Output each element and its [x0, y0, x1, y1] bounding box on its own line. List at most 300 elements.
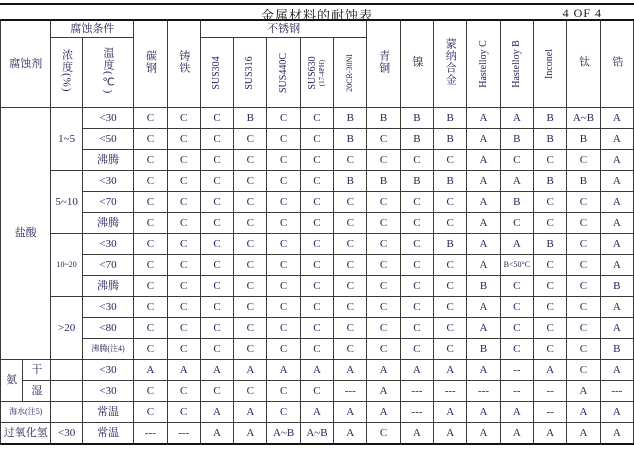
temperature-cell: <30 [82, 108, 133, 129]
rating-cell: C [367, 234, 400, 255]
hastelloy-b-label: Hastelloy B [510, 40, 522, 88]
table-row [1, 381, 634, 402]
table-row [1, 171, 634, 192]
rating-cell: C [334, 276, 367, 297]
rating-cell: B [467, 339, 500, 360]
rating-cell: C [167, 171, 200, 192]
rating-cell: C [167, 129, 200, 150]
header-carbon-steel [134, 20, 167, 108]
table-row [1, 213, 634, 234]
rating-cell: A [600, 234, 633, 255]
rating-cell: C [200, 297, 233, 318]
rating-cell: C [500, 276, 533, 297]
rating-cell: C [134, 108, 167, 129]
rating-cell: B [400, 129, 433, 150]
carbon-steel-label: 碳钢 [144, 50, 157, 75]
rating-cell: C [134, 276, 167, 297]
rating-cell: C [167, 339, 200, 360]
rating-cell: B [467, 276, 500, 297]
table-row [1, 129, 634, 150]
table-row [1, 402, 634, 423]
temperature-cell: <70 [82, 255, 133, 276]
rating-cell: C [500, 213, 533, 234]
rating-cell: C [500, 297, 533, 318]
header-sus440c [267, 38, 300, 108]
rating-cell: A [467, 360, 500, 381]
rating-cell: C [567, 213, 600, 234]
rating-cell: C [534, 213, 567, 234]
rating-cell: B [434, 129, 467, 150]
rating-cell: C [367, 276, 400, 297]
temperature-cell: <70 [82, 192, 133, 213]
rating-cell: A [467, 402, 500, 423]
temperature-label: 温度(℃) [102, 47, 115, 95]
rating-cell: C [434, 297, 467, 318]
concentration-cell: >20 [51, 297, 82, 360]
header-sus304 [200, 38, 233, 108]
header-corrosive-agent: 腐蚀剂 [1, 20, 51, 108]
rating-cell: C [500, 318, 533, 339]
rating-cell: B [367, 171, 400, 192]
rating-cell: A [467, 213, 500, 234]
rating-cell: C [234, 192, 267, 213]
rating-cell: A [534, 423, 567, 445]
rating-cell: C [200, 108, 233, 129]
rating-cell: C [234, 213, 267, 234]
rating-cell: C [267, 381, 300, 402]
rating-cell: C [334, 297, 367, 318]
rating-cell: C [267, 192, 300, 213]
rating-cell: A [567, 423, 600, 445]
rating-cell: A [234, 402, 267, 423]
rating-cell: A~B [300, 423, 333, 445]
page-number: 4 OF 4 [562, 6, 602, 20]
temperature-cell: 沸腾 [82, 276, 133, 297]
rating-cell: C [400, 255, 433, 276]
rating-cell: B [567, 129, 600, 150]
rating-cell: C [400, 234, 433, 255]
rating-cell: C [234, 234, 267, 255]
header-sus316 [234, 38, 267, 108]
table-row [1, 255, 634, 276]
table-row [1, 423, 634, 445]
rating-cell: C [300, 108, 333, 129]
rating-cell: C [134, 381, 167, 402]
header-sus630 [300, 38, 333, 108]
rating-cell: C [134, 318, 167, 339]
rating-cell: A [400, 360, 433, 381]
rating-cell: C [200, 129, 233, 150]
rating-cell: A [334, 360, 367, 381]
temperature-cell: <30 [82, 234, 133, 255]
rating-cell: C [400, 276, 433, 297]
table-row [1, 339, 634, 360]
rating-cell: C [167, 402, 200, 423]
rating-cell: C [134, 171, 167, 192]
rating-cell: C [534, 318, 567, 339]
rating-cell: C [167, 234, 200, 255]
rating-cell: -- [534, 402, 567, 423]
rating-cell: C [567, 276, 600, 297]
rating-cell: C [234, 276, 267, 297]
rating-cell: C [134, 234, 167, 255]
rating-cell: A [500, 402, 533, 423]
header-hastelloy-b [500, 20, 533, 108]
rating-cell: C [200, 318, 233, 339]
concentration-label: 浓度(%) [60, 49, 73, 93]
header-corrosion-condition: 腐蚀条件 [51, 20, 134, 38]
rating-cell: C [267, 255, 300, 276]
rating-cell: C [334, 192, 367, 213]
rating-cell: C [400, 150, 433, 171]
rating-cell: C [434, 276, 467, 297]
rating-cell: C [134, 402, 167, 423]
header-cast-iron [167, 20, 200, 108]
rating-cell: C [134, 339, 167, 360]
rating-cell: C [267, 402, 300, 423]
rating-cell: A [200, 423, 233, 445]
rating-cell: A [600, 213, 633, 234]
header-titanium [567, 20, 600, 108]
rating-cell: A [200, 360, 233, 381]
header-stainless-group: 不锈钢 [200, 20, 367, 38]
rating-cell: A [500, 234, 533, 255]
rating-cell: C [267, 171, 300, 192]
temperature-cell: 常温 [82, 423, 133, 445]
rating-cell: C [167, 108, 200, 129]
rating-cell: C [300, 276, 333, 297]
rating-cell: A [467, 129, 500, 150]
rating-cell: C [200, 150, 233, 171]
rating-cell: C [167, 318, 200, 339]
rating-cell: A [567, 381, 600, 402]
rating-cell: A [600, 297, 633, 318]
rating-cell: A [300, 402, 333, 423]
agent-cell: 氨 [1, 360, 23, 402]
agent-cell: 盐酸 [1, 108, 51, 360]
rating-cell: B [400, 108, 433, 129]
rating-cell: C [134, 255, 167, 276]
rating-cell: B [534, 129, 567, 150]
rating-cell: B [500, 129, 533, 150]
rating-cell: C [267, 129, 300, 150]
rating-cell: C [167, 213, 200, 234]
rating-cell: A [534, 360, 567, 381]
corrosion-table [0, 19, 634, 445]
rating-cell: A [567, 402, 600, 423]
titanium-label: 钛 [577, 56, 590, 69]
table-body [1, 108, 634, 445]
rating-cell: C [234, 339, 267, 360]
rating-cell: C [334, 150, 367, 171]
rating-cell: A [434, 360, 467, 381]
rating-cell: C [567, 339, 600, 360]
rating-cell: C [267, 297, 300, 318]
rating-cell: C [534, 150, 567, 171]
rating-cell: C [300, 318, 333, 339]
rating-cell: C [300, 297, 333, 318]
rating-cell: B [500, 192, 533, 213]
temperature-cell: 沸腾 [82, 150, 133, 171]
rating-cell: C [367, 297, 400, 318]
rating-cell: --- [434, 381, 467, 402]
rating-cell: C [167, 276, 200, 297]
rating-cell: C [334, 213, 367, 234]
rating-cell: C [267, 276, 300, 297]
rating-cell: C [167, 297, 200, 318]
rating-cell: C [367, 339, 400, 360]
rating-cell: A [434, 402, 467, 423]
concentration-cell [51, 381, 82, 402]
rating-cell: A [167, 360, 200, 381]
rating-cell: C [267, 108, 300, 129]
agent-cell: 海水(注5) [1, 402, 51, 423]
rating-cell: C [300, 213, 333, 234]
title-bar [0, 5, 634, 23]
rating-cell: C [334, 255, 367, 276]
rating-cell: C [400, 318, 433, 339]
rating-cell: A [334, 423, 367, 445]
table-row [1, 360, 634, 381]
rating-cell: --- [400, 381, 433, 402]
concentration-cell: 1~5 [51, 108, 82, 171]
rating-cell: C [234, 129, 267, 150]
rating-cell: C [434, 192, 467, 213]
rating-cell: C [400, 192, 433, 213]
rating-cell: C [200, 339, 233, 360]
table-row [1, 192, 634, 213]
rating-cell: B [334, 171, 367, 192]
rating-cell: C [567, 360, 600, 381]
rating-cell: -- [534, 381, 567, 402]
rating-cell: C [267, 318, 300, 339]
rating-cell: C [167, 255, 200, 276]
table-row [1, 234, 634, 255]
rating-cell: A [367, 402, 400, 423]
sus440c-label: SUS440C [277, 52, 289, 93]
rating-cell: B [534, 171, 567, 192]
rating-cell: C [367, 192, 400, 213]
rating-cell: C [300, 171, 333, 192]
rating-cell: C [334, 318, 367, 339]
rating-cell: C [200, 171, 233, 192]
rating-cell: C [267, 150, 300, 171]
rating-cell: A [467, 423, 500, 445]
rating-cell: C [334, 234, 367, 255]
sub-condition-cell: 湿 [23, 381, 51, 402]
rating-cell: A [334, 402, 367, 423]
temperature-cell: <30 [82, 360, 133, 381]
rating-cell: C [567, 234, 600, 255]
inconel-label: Inconel [543, 49, 555, 79]
rating-cell: C [267, 339, 300, 360]
rating-cell: A [500, 171, 533, 192]
rating-cell: C [234, 381, 267, 402]
rating-cell: A [600, 402, 633, 423]
rating-cell: A [600, 360, 633, 381]
table-row [1, 318, 634, 339]
rating-cell: A~B [567, 108, 600, 129]
rating-cell: A [467, 150, 500, 171]
rating-cell: C [267, 213, 300, 234]
temperature-cell: <30 [82, 297, 133, 318]
temperature-cell: <80 [82, 318, 133, 339]
rating-cell: A [600, 150, 633, 171]
rating-cell: -- [500, 381, 533, 402]
rating-cell: B [600, 339, 633, 360]
rating-cell: C [300, 150, 333, 171]
table-row [1, 276, 634, 297]
rating-cell: A [434, 423, 467, 445]
rating-cell: B<50°C [500, 255, 533, 276]
rating-cell: A [467, 234, 500, 255]
bronze-label: 青铜 [377, 50, 390, 75]
concentration-cell: 10~20 [51, 234, 82, 297]
rating-cell: B [334, 129, 367, 150]
rating-cell: A [234, 423, 267, 445]
concentration-cell [51, 402, 82, 423]
rating-cell: B [534, 108, 567, 129]
rating-cell: A [600, 423, 633, 445]
header-temperature [82, 38, 133, 108]
rating-cell: C [400, 297, 433, 318]
rating-cell: --- [600, 381, 633, 402]
rating-cell: --- [467, 381, 500, 402]
rating-cell: A [200, 402, 233, 423]
sus304-label: SUS304 [210, 55, 222, 90]
temperature-cell: 沸腾(注4) [82, 339, 133, 360]
rating-cell: C [534, 255, 567, 276]
hastelloy-c-label: Hastelloy C [477, 40, 489, 88]
sus630-label: SUS630 (17-4PH) [307, 55, 326, 90]
cr-ni-label: 20CR-30NI [345, 53, 355, 92]
rating-cell: C [134, 150, 167, 171]
header-20cr30ni [334, 38, 367, 108]
rating-cell: C [300, 255, 333, 276]
rating-cell: B [234, 108, 267, 129]
header-concentration [51, 38, 82, 108]
rating-cell: C [434, 213, 467, 234]
rating-cell: --- [334, 381, 367, 402]
header-monel [434, 20, 467, 108]
rating-cell: A [467, 318, 500, 339]
rating-cell: C [567, 150, 600, 171]
rating-cell: C [234, 318, 267, 339]
rating-cell: C [267, 234, 300, 255]
rating-cell: C [134, 129, 167, 150]
temperature-cell: 沸腾 [82, 213, 133, 234]
rating-cell: A [500, 108, 533, 129]
rating-cell: C [234, 255, 267, 276]
rating-cell: C [167, 381, 200, 402]
rating-cell: B [434, 234, 467, 255]
rating-cell: -- [500, 360, 533, 381]
rating-cell: --- [400, 402, 433, 423]
rating-cell: B [434, 171, 467, 192]
rating-cell: B [334, 108, 367, 129]
rating-cell: A [367, 381, 400, 402]
rating-cell: A [467, 171, 500, 192]
zirconium-label: 锆 [610, 56, 623, 69]
rating-cell: A [467, 255, 500, 276]
rating-cell: C [300, 192, 333, 213]
temperature-cell: 常温 [82, 402, 133, 423]
header-nickel [400, 20, 433, 108]
rating-cell: A [467, 192, 500, 213]
rating-cell: A [600, 108, 633, 129]
rating-cell: A [600, 171, 633, 192]
temperature-cell: <50 [82, 129, 133, 150]
rating-cell: C [134, 297, 167, 318]
rating-cell: C [200, 213, 233, 234]
rating-cell: C [234, 150, 267, 171]
rating-cell: C [234, 171, 267, 192]
rating-cell: C [167, 150, 200, 171]
rating-cell: C [567, 192, 600, 213]
rating-cell: A [467, 297, 500, 318]
rating-cell: C [200, 381, 233, 402]
rating-cell: C [200, 192, 233, 213]
rating-cell: B [567, 171, 600, 192]
rating-cell: A [367, 360, 400, 381]
rating-cell: C [234, 297, 267, 318]
concentration-cell [51, 360, 82, 381]
header-hastelloy-c [467, 20, 500, 108]
temperature-cell: <30 [82, 171, 133, 192]
rating-cell: C [367, 423, 400, 445]
rating-cell: C [567, 297, 600, 318]
rating-cell: C [567, 255, 600, 276]
rating-cell: C [367, 150, 400, 171]
rating-cell: C [434, 150, 467, 171]
rating-cell: C [434, 318, 467, 339]
rating-cell: C [434, 255, 467, 276]
table-row [1, 150, 634, 171]
rating-cell: C [300, 234, 333, 255]
rating-cell: C [367, 255, 400, 276]
rating-cell: A [600, 255, 633, 276]
rating-cell: C [134, 213, 167, 234]
agent-cell: 过氧化氢 [1, 423, 51, 445]
rating-cell: B [400, 171, 433, 192]
rating-cell: A [600, 129, 633, 150]
rating-cell: C [134, 192, 167, 213]
rating-cell: C [300, 339, 333, 360]
monel-label: 蒙纳合金 [444, 38, 457, 87]
rating-cell: A [600, 318, 633, 339]
rating-cell: B [534, 234, 567, 255]
rating-cell: C [367, 318, 400, 339]
rating-cell: A~B [267, 423, 300, 445]
rating-cell: C [534, 192, 567, 213]
rating-cell: --- [134, 423, 167, 445]
rating-cell: C [400, 339, 433, 360]
temperature-cell: <30 [82, 381, 133, 402]
rating-cell: C [200, 255, 233, 276]
rating-cell: A [400, 423, 433, 445]
concentration-cell: 5~10 [51, 171, 82, 234]
rating-cell: A [234, 360, 267, 381]
table-row [1, 297, 634, 318]
rating-cell: A [467, 108, 500, 129]
rating-cell: C [167, 192, 200, 213]
rating-cell: C [500, 150, 533, 171]
rating-cell: C [534, 297, 567, 318]
cast-iron-label: 铸铁 [177, 50, 190, 75]
rating-cell: A [300, 360, 333, 381]
rating-cell: C [300, 129, 333, 150]
rating-cell: C [367, 129, 400, 150]
